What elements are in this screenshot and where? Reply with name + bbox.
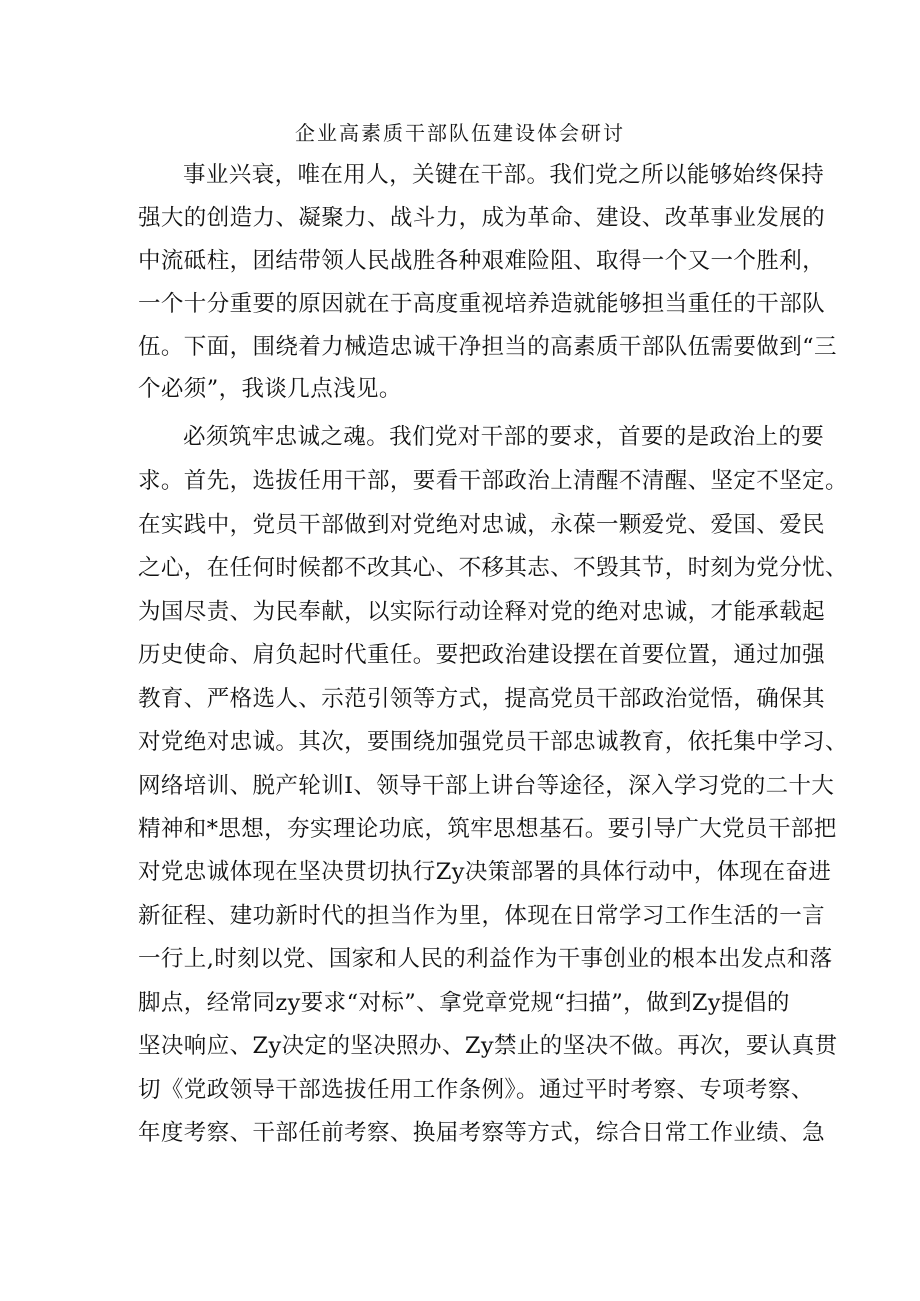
paragraph-line: 求。首先，选拔任用干部，要看干部政治上清醒不清醒、坚定不坚定。 xyxy=(138,468,848,494)
paragraph-line: 对党忠诚体现在坚决贯切执行Zy决策部署的具体行动中，体现在奋进 xyxy=(138,859,832,885)
paragraph-line: 脚点，经常同zy要求“对标”、拿党章党规“扫描”，做到Zy提倡的 xyxy=(138,990,790,1016)
paragraph-line: 个必须”，我谈几点浅见。 xyxy=(138,376,402,402)
paragraph-line: 一行上,时刻以党、国家和人民的利益作为干事创业的根本出发点和落 xyxy=(138,946,833,972)
paragraph-line: 事业兴衰，唯在用人，关键在干部。我们党之所以能够始终保持 xyxy=(183,162,825,188)
paragraph-line: 在实践中，党员干部做到对党绝对忠诚，永葆一颗爱党、爱国、爱民 xyxy=(138,512,826,538)
paragraph-line: 年度考察、干部任前考察、换届考察等方式，综合日常工作业绩、急 xyxy=(138,1120,826,1146)
paragraph-line: 中流砥柱，团结带领人民战胜各种艰难险阻、取得一个又一个胜利， xyxy=(138,248,826,274)
paragraph-line: 为国尽责、为民奉献，以实际行动诠释对党的绝对忠诚，才能承载起 xyxy=(138,599,826,625)
paragraph-line: 对党绝对忠诚。其次，要围绕加强党员干部忠诚教育，依托集中学习、 xyxy=(138,729,848,755)
paragraph-line: 网络培训、脱产轮训I、领导干部上讲台等途径，深入学习党的二十大 xyxy=(138,773,835,799)
paragraph-line: 强大的创造力、凝聚力、战斗力，成为革命、建设、改革事业发展的 xyxy=(138,205,826,231)
paragraph-line: 必须筑牢忠诚之魂。我们党对干部的要求，首要的是政治上的要 xyxy=(183,424,825,450)
paragraph-line: 历史使命、肩负起时代重任。要把政治建设摆在首要位置，通过加强 xyxy=(138,642,826,668)
paragraph-line: 一个十分重要的原因就在于高度重视培养造就能够担当重任的干部队 xyxy=(138,291,826,317)
paragraph-line: 切《党政领导干部选拔任用工作条例》。通过平时考察、专项考察、 xyxy=(138,1077,814,1103)
paragraph-line: 坚决响应、Zy决定的坚决照办、Zy禁止的坚决不做。再次，要认真贯 xyxy=(138,1033,838,1059)
document-title: 企业高素质干部队伍建设体会研讨 xyxy=(295,121,625,145)
paragraph-line: 教育、严格选人、示范引领等方式，提高党员干部政治觉悟，确保其 xyxy=(138,686,826,712)
paragraph-line: 新征程、建功新时代的担当作为里，体现在日常学习工作生活的一言 xyxy=(138,903,826,929)
paragraph-line: 之心，在任何时候都不改其心、不移其志、不毁其节，时刻为党分忧、 xyxy=(138,555,848,581)
paragraph-line: 精神和*思想，夯实理论功底，筑牢思想基石。要引导广大党员干部把 xyxy=(138,816,837,842)
paragraph-line: 伍。下面，围绕着力械造忠诚干净担当的高素质干部队伍需要做到“三 xyxy=(138,334,837,360)
